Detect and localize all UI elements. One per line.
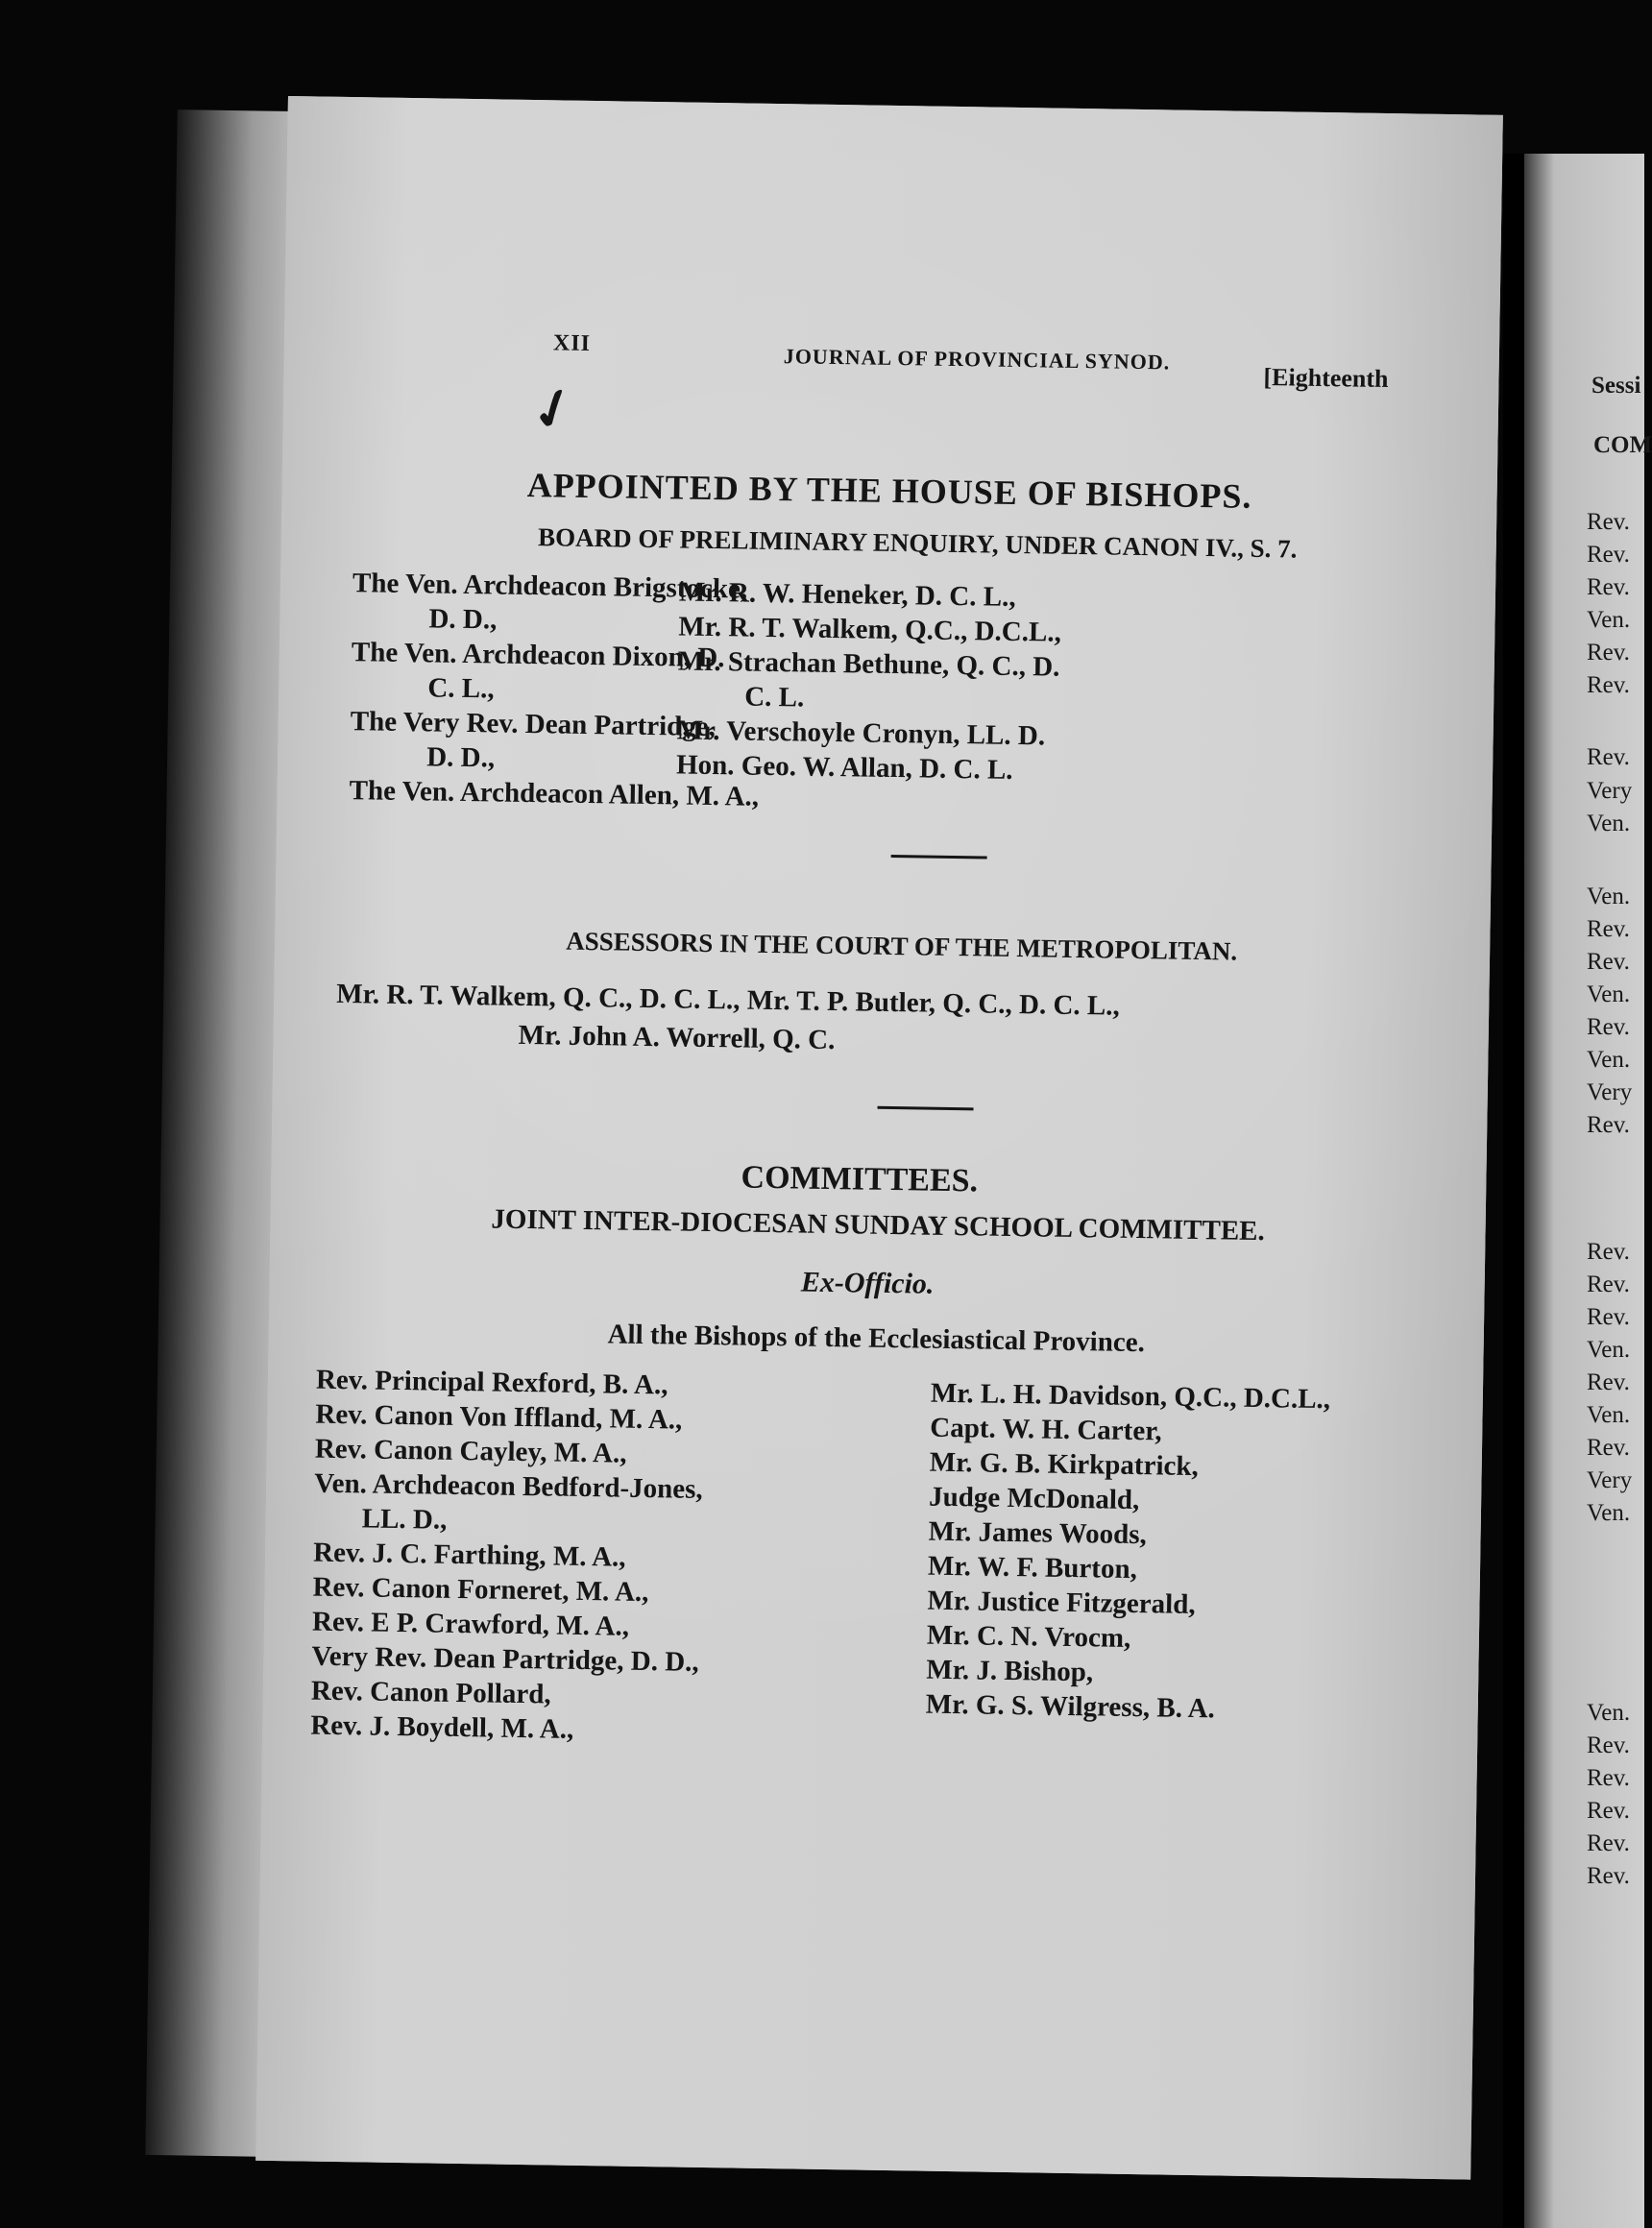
facing-word: Rev. (1587, 916, 1630, 942)
facing-word: Rev. (1587, 1014, 1630, 1040)
list-item: D. D., (428, 603, 498, 636)
facing-word: Ven. (1587, 884, 1631, 909)
list-item: C. L. (743, 681, 805, 714)
page-number: XII (552, 330, 592, 356)
facing-word: Ven. (1587, 1500, 1631, 1526)
list-item: Mr. Verschoyle Cronyn, LL. D. (676, 714, 1046, 752)
list-item: C. L., (427, 672, 495, 705)
list-item: Mr. L. H. Davidson, Q.C., D.C.L., (930, 1377, 1331, 1416)
facing-word: Rev. (1587, 672, 1630, 698)
facing-word: Ven. (1587, 1047, 1631, 1073)
facing-word: Rev. (1587, 1369, 1630, 1395)
facing-word: Ven. (1587, 981, 1631, 1007)
facing-word: Very (1587, 778, 1633, 804)
running-title: JOURNAL OF PROVINCIAL SYNOD. (783, 344, 1171, 375)
list-item: Rev. Principal Rexford, B. A., (315, 1364, 668, 1401)
facing-word: Very (1587, 1467, 1633, 1493)
list-item: Mr. J. Bishop, (926, 1654, 1094, 1688)
facing-word: Rev. (1587, 1435, 1630, 1461)
all-bishops-line: All the Bishops of the Ecclesiastical Province. (607, 1319, 1146, 1359)
list-item: Mr. Strachan Bethune, Q. C., D. (677, 645, 1060, 683)
list-item: Rev. J. C. Farthing, M. A., (312, 1537, 626, 1573)
committee-members-left (310, 1363, 705, 1749)
section-divider (891, 855, 987, 860)
page-gutter (1503, 154, 1524, 2228)
facing-word: Very (1587, 1079, 1633, 1105)
list-item: The Very Rev. Dean Partridge, (350, 706, 717, 743)
list-item: Mr. G. B. Kirkpatrick, (929, 1446, 1200, 1483)
list-item: The Ven. Archdeacon Brigstocke, (352, 568, 748, 605)
facing-page-edge (1524, 154, 1652, 2228)
facing-word: COM (1593, 432, 1652, 458)
facing-word: Rev. (1587, 1863, 1630, 1889)
committee-members-right (925, 1376, 1330, 1728)
list-item: Mr. R. T. Walkem, Q.C., D.C.L., (678, 611, 1062, 648)
list-item: Capt. W. H. Carter, (930, 1412, 1162, 1447)
list-item: Rev. E P. Crawford, M. A., (311, 1606, 630, 1642)
facing-word: Ven. (1587, 607, 1631, 633)
facing-word: Rev. (1587, 542, 1630, 568)
section-heading-bishops: APPOINTED BY THE HOUSE OF BISHOPS. (526, 465, 1252, 516)
list-item: Ven. Archdeacon Bedford-Jones, (314, 1467, 703, 1505)
list-item: Hon. Geo. W. Allan, D. C. L. (675, 749, 1013, 786)
assessors-heading: ASSESSORS IN THE COURT OF THE METROPOLITAN. (565, 926, 1238, 966)
section-divider (878, 1106, 974, 1111)
list-item: Rev. Canon Von Iffland, M. A., (315, 1398, 683, 1436)
committees-heading: COMMITTEES. (741, 1159, 979, 1199)
facing-word: Ven. (1587, 811, 1631, 836)
assessors-line-2: Mr. John A. Worrell, Q. C. (518, 1019, 836, 1056)
facing-word: Rev. (1587, 1798, 1630, 1824)
list-item: Mr. C. N. Vrocm, (926, 1619, 1131, 1654)
board-members-right (676, 574, 1062, 787)
running-title-right: [Eighteenth (1263, 362, 1389, 394)
ex-officio-label: Ex-Officio. (800, 1266, 935, 1300)
committee-subheading: JOINT INTER-DIOCESAN SUNDAY SCHOOL COMMITTEE. (491, 1203, 1266, 1247)
facing-word: Rev. (1587, 1304, 1630, 1330)
list-item: D. D., (425, 741, 496, 774)
facing-word: Rev. (1587, 949, 1630, 975)
list-item: Mr. R. W. Heneker, D. C. L., (678, 576, 1016, 613)
list-item: Rev. Canon Cayley, M. A., (314, 1433, 627, 1469)
assessors-line-1: Mr. R. T. Walkem, Q. C., D. C. L., Mr. T. P. Butler, Q. C., D. C. L., (336, 978, 1121, 1022)
board-heading: BOARD OF PRELIMINARY ENQUIRY, UNDER CANON IV., S. 7. (537, 522, 1298, 564)
facing-word: Rev. (1587, 1112, 1630, 1138)
list-item: Mr. G. S. Wilgress, B. A. (925, 1688, 1216, 1725)
list-item: Judge McDonald, (928, 1481, 1140, 1516)
left-page (255, 96, 1503, 2180)
facing-word: Rev. (1587, 574, 1630, 600)
facing-word: Rev. (1587, 744, 1630, 770)
facing-word: Rev. (1587, 1830, 1630, 1856)
facing-word: Rev. (1587, 1765, 1630, 1791)
check-mark-icon: ✓ (522, 375, 585, 447)
list-item: Rev. Canon Pollard, (310, 1675, 551, 1710)
facing-word: Ven. (1587, 1402, 1631, 1428)
list-item: Very Rev. Dean Partridge, D. D., (311, 1640, 699, 1678)
facing-word: Rev. (1587, 1239, 1630, 1265)
list-item: LL. D., (361, 1503, 448, 1536)
facing-word: Rev. (1587, 1271, 1630, 1297)
facing-word: Ven. (1587, 1337, 1631, 1363)
list-item: Mr. Justice Fitzgerald, (927, 1585, 1196, 1621)
list-item: The Ven. Archdeacon Allen, M. A., (349, 775, 760, 812)
list-item: Rev. Canon Forneret, M. A., (312, 1571, 649, 1609)
facing-word: Rev. (1587, 1732, 1630, 1758)
list-item: The Ven. Archdeacon Dixon, D. (351, 637, 725, 674)
list-item: Mr. W. F. Burton, (927, 1550, 1138, 1586)
facing-word: Rev. (1587, 509, 1630, 535)
facing-word: Rev. (1587, 640, 1630, 666)
facing-header-fragment: Sessi (1591, 373, 1641, 399)
facing-word: Ven. (1587, 1700, 1631, 1726)
list-item: Mr. James Woods, (928, 1515, 1148, 1551)
list-item: Rev. J. Boydell, M. A., (310, 1709, 574, 1745)
